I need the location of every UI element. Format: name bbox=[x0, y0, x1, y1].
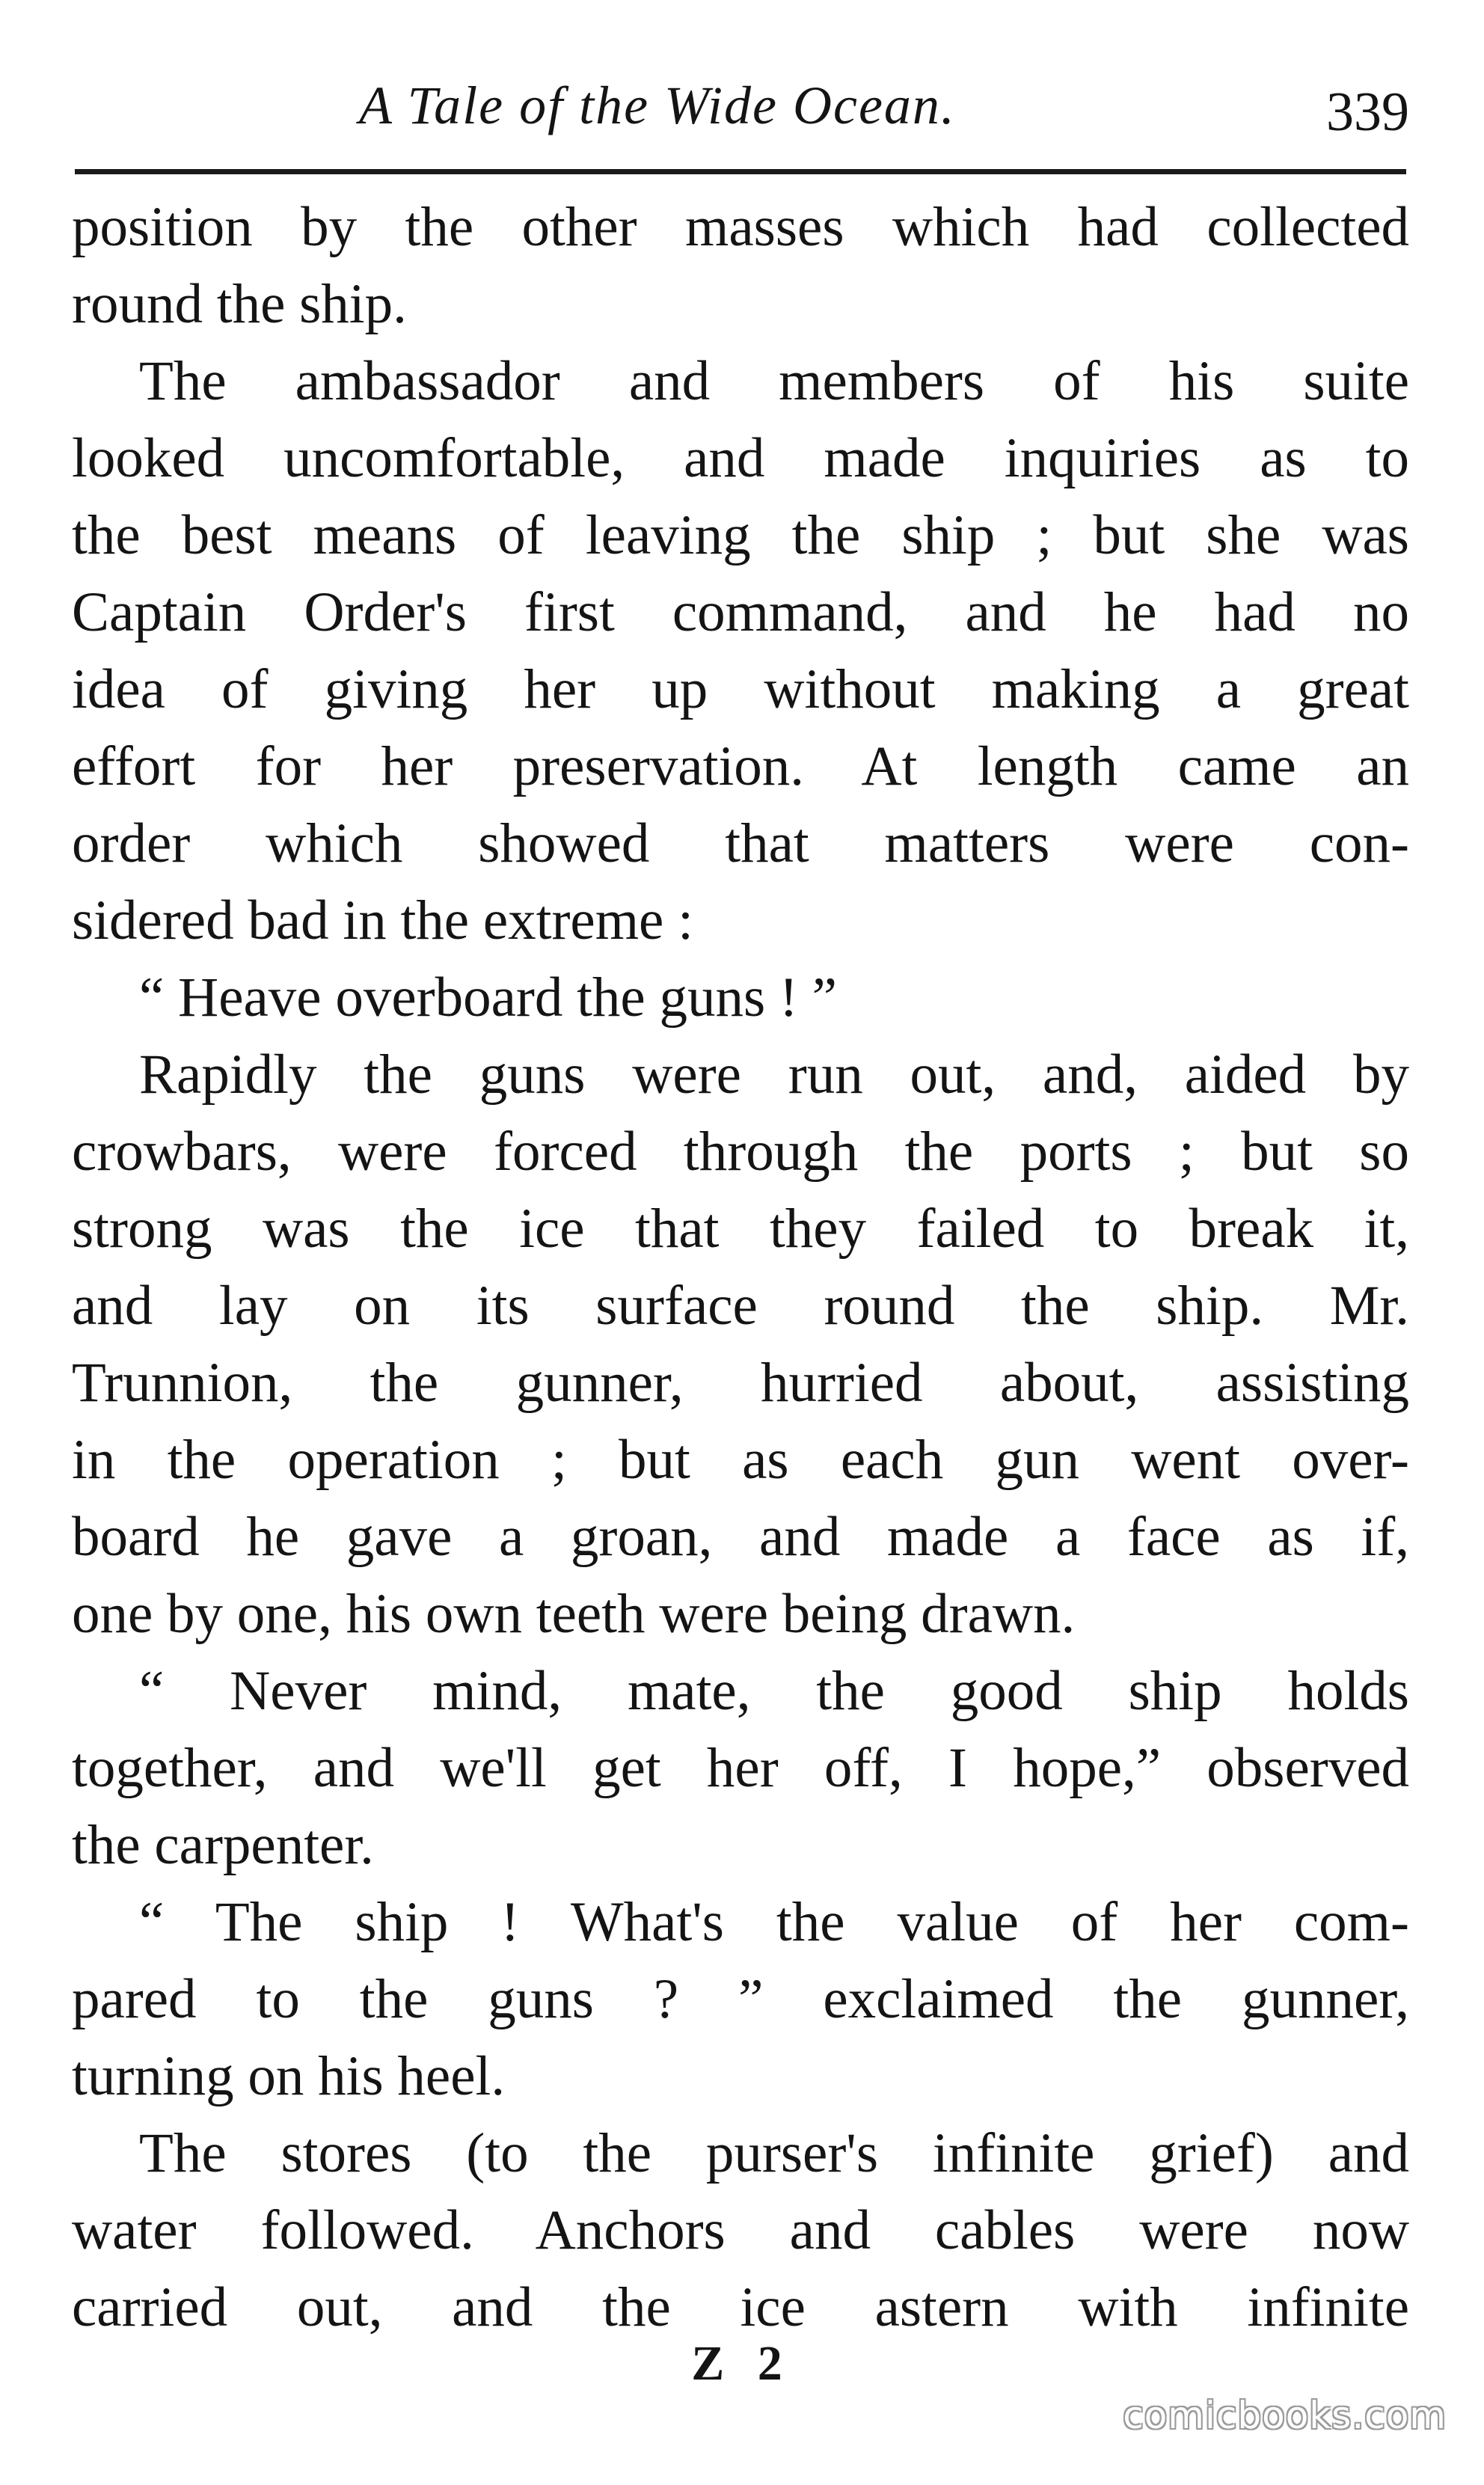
body-text bbox=[72, 189, 1409, 2346]
signature-mark: Z 2 bbox=[691, 2336, 793, 2391]
watermark: comicbooks.com bbox=[1123, 2394, 1447, 2437]
text-line: Trunnion, the gunner, hurried about, assisting bbox=[72, 1352, 1409, 1414]
text-line: position by the other masses which had collected bbox=[72, 196, 1409, 258]
text-line: round the ship. bbox=[72, 273, 407, 335]
running-header bbox=[75, 75, 1409, 150]
text-line: order which showed that matters were con- bbox=[72, 812, 1409, 874]
text-line: effort for her preservation. At length came an bbox=[72, 735, 1409, 797]
text-line: strong was the ice that they failed to break it, bbox=[72, 1198, 1409, 1260]
text-line: together, and we'll get her off, I hope,” observed bbox=[72, 1737, 1409, 1799]
text-line: “ The ship ! What's the value of her com- bbox=[139, 1891, 1409, 1953]
text-line: idea of giving her up without making a great bbox=[72, 658, 1409, 720]
text-line: Rapidly the guns were run out, and, aided by bbox=[139, 1044, 1409, 1106]
text-line: one by one, his own teeth were being drawn. bbox=[72, 1583, 1076, 1645]
text-line: the carpenter. bbox=[72, 1814, 374, 1876]
header-rule bbox=[75, 169, 1406, 174]
text-line: sidered bad in the extreme : bbox=[72, 889, 693, 952]
text-line: and lay on its surface round the ship. Mr. bbox=[72, 1275, 1409, 1337]
text-line: Captain Order's first command, and he had no bbox=[72, 581, 1409, 643]
text-line: The stores (to the purser's infinite grief) and bbox=[139, 2122, 1409, 2184]
text-line: looked uncomfortable, and made inquiries as to bbox=[72, 427, 1409, 489]
running-title: A Tale of the Wide Ocean. bbox=[359, 76, 956, 135]
text-line: turning on his heel. bbox=[72, 2045, 506, 2107]
text-line: “ Never mind, mate, the good ship holds bbox=[139, 1660, 1409, 1722]
text-line: pared to the guns ? ” exclaimed the gunner, bbox=[72, 1968, 1409, 2030]
page-number: 339 bbox=[1326, 82, 1409, 143]
text-line: the best means of leaving the ship ; but she was bbox=[72, 504, 1409, 566]
text-line: The ambassador and members of his suite bbox=[139, 350, 1409, 412]
text-line: carried out, and the ice astern with infinite bbox=[72, 2276, 1409, 2338]
text-line: in the operation ; but as each gun went over- bbox=[72, 1429, 1409, 1491]
text-line: board he gave a groan, and made a face as if, bbox=[72, 1506, 1409, 1568]
text-line: “ Heave overboard the guns ! ” bbox=[139, 966, 837, 1029]
text-line: crowbars, were forced through the ports ; but so bbox=[72, 1121, 1409, 1183]
text-line: water followed. Anchors and cables were now bbox=[72, 2199, 1409, 2261]
